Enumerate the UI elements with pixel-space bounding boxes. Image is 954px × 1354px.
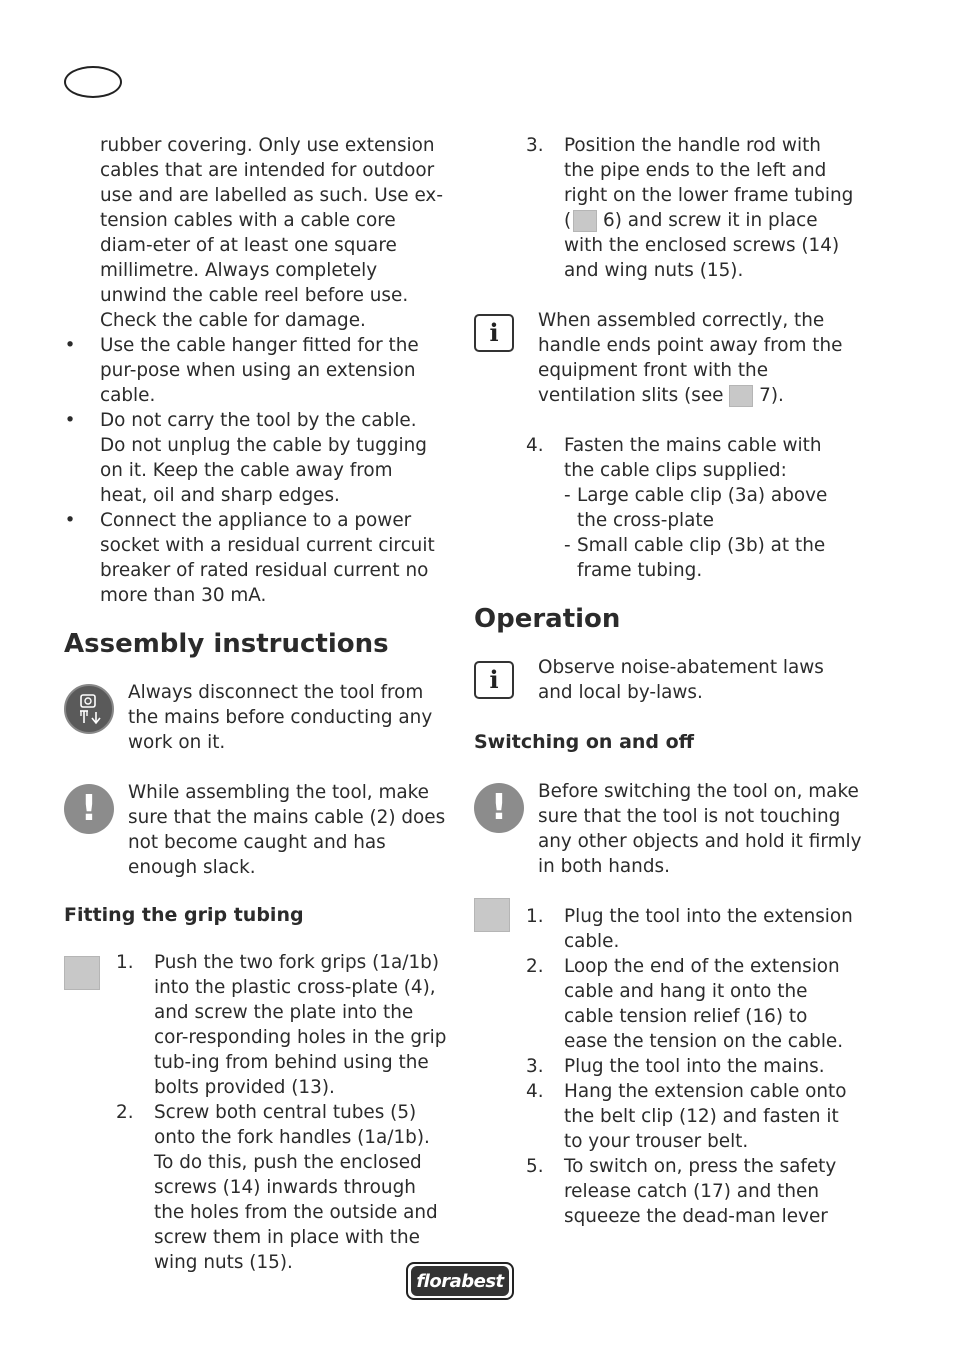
step-text: Loop the end of the extension cable and hang it onto the cable tension relief (16) to ease the tension on the cable. [564,956,844,1052]
step-text: Plug the tool into the mains. [564,1056,825,1077]
bullet-text: Connect the appliance to a power socket with a residual current circuit breaker of rated residual current no more than 30 mA. [100,510,435,606]
assembly-heading: Assembly instructions [64,629,389,659]
switch-heading: Switching on and off [474,731,695,753]
grip-step [64,1100,448,1275]
step-text: Push the two fork grips (1a/1b) into the plastic cross-plate (4), and screw the plate into the cor-responding holes in the grip tub-ing from behind using the bolts provided (13). [154,952,447,1098]
bullet-text: Use the cable hanger fitted for the pur-pose when using an extension cable. [100,335,419,406]
step-number: 1. [116,952,134,973]
left-column [64,133,454,1275]
warning-icon: ! [64,784,114,834]
assembly-warning-note [64,780,454,880]
noise-info-note [474,655,864,705]
bullet-dot: • [64,410,76,431]
sub-dash: - [564,535,571,556]
switch-step [474,1054,854,1079]
sub-item [564,483,854,533]
step-number: 1. [526,906,544,927]
info-icon: i [474,661,514,699]
noise-info-text: Observe noise-abatement laws and local by-laws. [538,657,824,703]
language-badge [64,66,122,98]
switch-step [474,904,854,954]
step-text: Fasten the mains cable with the cable clips supplied: [564,435,822,481]
bullet-dot: • [64,510,76,531]
grip-heading: Fitting the grip tubing [64,904,304,926]
assembly-step-4 [474,433,854,583]
brand-logo [406,1262,514,1300]
unplug-icon [64,684,114,734]
intro-continuation: rubber covering. Only use extension cables that are intended for outdoor use and are labelled as such. Use ex-tension cables with a cable core diam-eter of at least one square millimetre. Always completely unwind the cable reel before use. Check the cable for damage. [100,135,443,331]
step-text: 6) and screw it in place with the enclosed screws (14) and wing nuts (15). [564,210,840,281]
sub-item [564,533,854,583]
assembly-step-3 [474,133,854,283]
step-number: 2. [526,956,544,977]
info-text: When assembled correctly, the handle ends point away from the equipment front with the ventilation slits (see [538,310,843,406]
assembly-info-note [474,308,864,408]
step-text: To switch on, press the safety release catch (17) and then squeeze the dead-man lever [564,1156,837,1227]
assembly-info-text [538,308,868,408]
brand-logo-plate [411,1266,509,1296]
bullet-item [64,508,444,608]
sub-dash: - [564,485,571,506]
switch-step [474,1154,854,1229]
grip-steps [64,950,454,1275]
switch-warning-text: Before switching the tool on, make sure that the tool is not touching any other objects and hold it firmly in both hands. [538,781,862,877]
right-column [474,133,864,1229]
unplug-note [64,680,454,755]
brand-logo-text: florabest [416,1270,504,1292]
sub-text: Large cable clip (3a) above the cross-plate [577,485,828,531]
step-text: Position the handle rod with the pipe ends to the left and right on the lower frame tubing ( [564,135,854,231]
info-text: 7). [759,385,784,406]
unplug-note-text: Always disconnect the tool from the mains before conducting any work on it. [128,682,433,753]
step-text: Plug the tool into the extension cable. [564,906,853,952]
bullet-item [64,333,444,408]
grip-step [64,950,448,1100]
operation-heading: Operation [474,604,621,634]
bullet-dot: • [64,335,76,356]
switch-step [474,954,854,1054]
step-number: 4. [526,1081,544,1102]
warning-icon: ! [474,783,524,833]
figure-reference-box [729,385,753,407]
switch-warning-note [474,779,864,879]
sub-text: Small cable clip (3b) at the frame tubing. [577,535,826,581]
assembly-warning-text: While assembling the tool, make sure that the mains cable (2) does not become caught and has enough slack. [128,782,446,878]
bullet-item [64,408,444,508]
step-text: Hang the extension cable onto the belt clip (12) and fasten it to your trouser belt. [564,1081,847,1152]
figure-reference-box [573,210,597,232]
step-number: 4. [526,435,544,456]
step-number: 3. [526,1056,544,1077]
info-icon: i [474,314,514,352]
step-number: 5. [526,1156,544,1177]
step-number: 2. [116,1102,134,1123]
step-number: 3. [526,135,544,156]
bullet-text: Do not carry the tool by the cable. Do not unplug the cable by tugging on it. Keep the cable away from heat, oil and sharp edges. [100,410,427,506]
switch-step [474,1079,854,1154]
switch-steps [474,904,864,1229]
plug-symbol-icon [72,692,106,726]
step-text: Screw both central tubes (5) onto the fork handles (1a/1b). To do this, push the enclosed screws (14) inwards through the holes from the outside and screw them in place with the wing nuts (15). [154,1102,438,1273]
